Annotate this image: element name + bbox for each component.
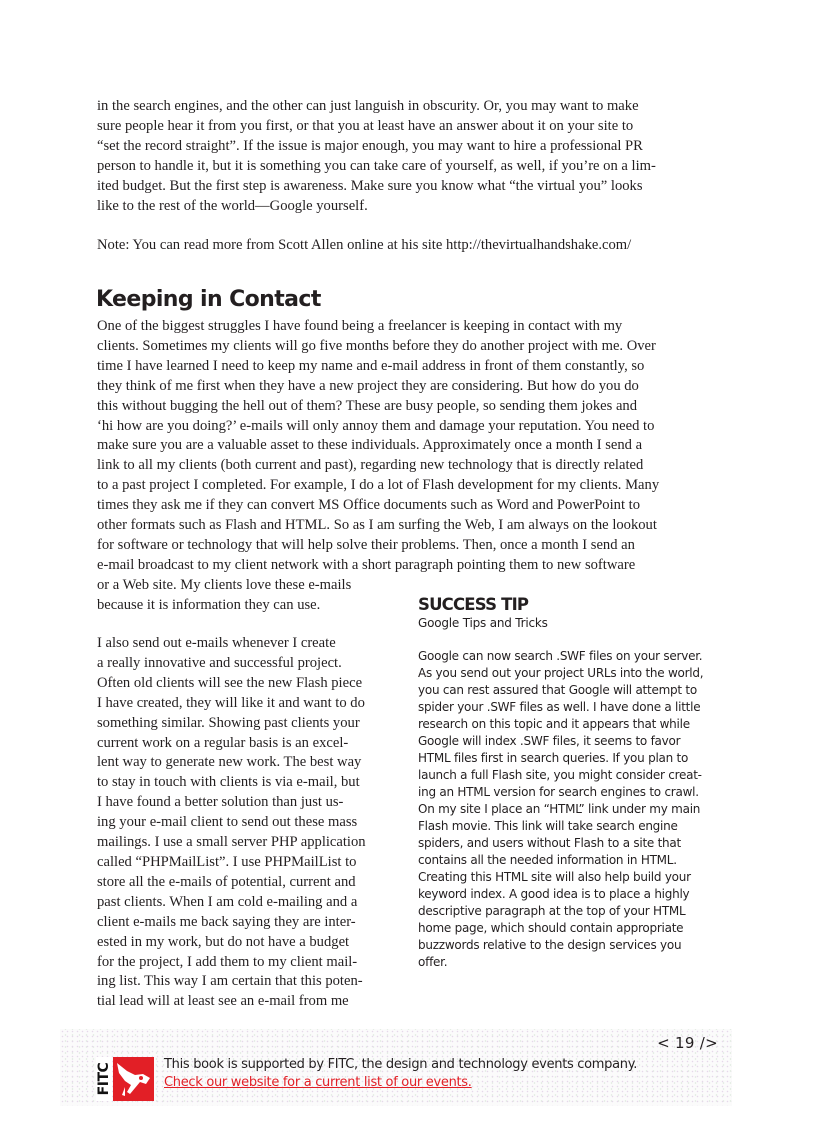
note-paragraph <box>97 236 722 256</box>
text-line: I have created, they will like it and want to do <box>97 694 365 711</box>
text-line: called “PHPMailList”. I use PHPMailList to <box>97 853 357 870</box>
text-line: person to handle it, but it is something you can take care of yourself, as well, if you’re on a lim- <box>97 157 656 174</box>
text-line: times they ask me if they can convert MS Office documents such as Word and PowerPoint to <box>97 497 641 514</box>
text-line: time I have learned I need to keep my name and e-mail address in front of them constantly, so <box>97 357 645 374</box>
section-body-paragraph <box>97 317 722 616</box>
text-line: offer. <box>418 955 448 969</box>
text-line: ‘hi how are you doing?’ e-mails will only annoy them and damage your reputation. You need to <box>97 417 655 434</box>
text-line: spiders, and users without Flash to a site that <box>418 836 681 850</box>
text-line: because it is information they can use. <box>97 596 321 613</box>
text-line: past clients. When I am cold e-mailing and a <box>97 893 358 910</box>
events-link[interactable]: Check our website for a current list of our events. <box>164 1075 472 1090</box>
text-line: for the project, I add them to my client mail- <box>97 953 358 970</box>
text-line: current work on a regular basis is an excel- <box>97 734 349 751</box>
text-line: you can rest assured that Google will attempt to <box>418 683 697 697</box>
sponsor-text: This book is supported by FITC, the design and technology events company. <box>164 1057 638 1072</box>
text-line: to a past project I completed. For example, I do a lot of Flash development for my clients. Many <box>97 477 660 494</box>
text-line: e-mail broadcast to my client network with a short paragraph pointing them to new software <box>97 556 636 573</box>
text-line: descriptive paragraph at the top of your HTML <box>418 904 686 918</box>
text-line: link to all my clients (both current and past), regarding new technology that is directly related <box>97 457 644 474</box>
text-line: HTML files first in search queries. If you plan to <box>418 751 689 765</box>
success-tip-sidebar <box>418 595 733 971</box>
text-line: I also send out e-mails whenever I create <box>97 635 336 651</box>
text-line: make sure you are a valuable asset to these individuals. Approximately once a month I send a <box>97 437 643 454</box>
text-line: ited budget. But the first step is awareness. Make sure you know what “the virtual you” looks <box>97 177 643 194</box>
text-line: something similar. Showing past clients your <box>97 714 360 731</box>
text-line: home page, which should contain appropriate <box>418 921 684 935</box>
text-line: client e-mails me back saying they are inter- <box>97 913 356 930</box>
text-line: On my site I place an “HTML” link under my main <box>418 802 701 816</box>
fitc-logo-mark <box>113 1057 154 1101</box>
text-line: Google can now search .SWF files on your server. <box>418 649 703 663</box>
text-line: or a Web site. My clients love these e-mails <box>97 576 352 593</box>
text-line: in the search engines, and the other can just languish in obscurity. Or, you may want to make <box>97 98 639 114</box>
text-line: As you send out your project URLs into the world, <box>418 666 704 680</box>
fitc-logo-icon <box>96 1057 154 1101</box>
text-line: spider your .SWF files as well. I have done a little <box>418 700 701 714</box>
fitc-wordmark <box>96 1057 112 1101</box>
text-line: like to the rest of the world—Google yourself. <box>97 197 368 214</box>
text-line: contains all the needed information in HTML. <box>418 853 677 867</box>
text-line: to stay in touch with clients is via e-mail, but <box>97 774 360 791</box>
text-line: Creating this HTML site will also help build your <box>418 870 691 884</box>
section-heading: Keeping in Contact <box>96 287 321 312</box>
text-line: sure people hear it from you first, or that you at least have an answer about it on your site to <box>97 117 634 134</box>
text-line: ing an HTML version for search engines to crawl. <box>418 785 699 799</box>
note-text: Note: You can read more from Scott Allen online at his site http://thevirtualhandshake.com/ <box>97 237 632 253</box>
text-line: for software or technology that will help solve their problems. Then, once a month I send an <box>97 536 635 553</box>
text-line: lent way to generate new work. The best way <box>97 754 362 771</box>
text-line: clients. Sometimes my clients will go five months before they do another project with me. Over <box>97 337 656 354</box>
text-line: Google will index .SWF files, it seems to favor <box>418 734 681 748</box>
text-line: One of the biggest struggles I have found being a freelancer is keeping in contact with my <box>97 318 623 334</box>
text-line: store all the e-mails of potential, current and <box>97 873 356 890</box>
text-line: other formats such as Flash and HTML. So as I am surfing the Web, I am always on the lookout <box>97 517 657 534</box>
text-line: ing list. This way I am certain that this poten- <box>97 973 363 990</box>
intro-paragraph <box>97 97 722 216</box>
left-column-paragraph <box>97 634 397 1012</box>
page-number: < 19 /> <box>657 1034 718 1052</box>
page-footer <box>60 1029 732 1106</box>
text-line: Often old clients will see the new Flash piece <box>97 674 363 691</box>
text-line: keyword index. A good idea is to place a highly <box>418 887 690 901</box>
text-line: research on this topic and it appears that while <box>418 717 690 731</box>
fitc-logo-text: FITC <box>96 1062 112 1096</box>
text-line: ing your e-mail client to send out these mass <box>97 814 358 831</box>
text-line: ested in my work, but do not have a budget <box>97 933 350 950</box>
text-line: mailings. I use a small server PHP application <box>97 834 366 851</box>
text-line: they think of me first when they have a new project they are considering. But how do you do <box>97 377 639 394</box>
text-line: tial lead will at least see an e-mail from me <box>97 993 349 1010</box>
text-line: I have found a better solution than just us- <box>97 794 344 811</box>
success-tip-body <box>418 648 733 971</box>
text-line: buzzwords relative to the design services you <box>418 938 682 952</box>
success-tip-subtitle: Google Tips and Tricks <box>418 616 548 630</box>
text-line: launch a full Flash site, you might consider creat- <box>418 768 702 782</box>
text-line: this without bugging the hell out of them? These are busy people, so sending them jokes and <box>97 397 638 414</box>
fitc-figure-icon <box>113 1057 154 1101</box>
text-line: a really innovative and successful project. <box>97 654 342 671</box>
success-tip-title: SUCCESS TIP <box>418 595 529 614</box>
text-line: “set the record straight”. If the issue is major enough, you may want to hire a professional PR <box>97 137 643 154</box>
text-line: Flash movie. This link will take search engine <box>418 819 678 833</box>
